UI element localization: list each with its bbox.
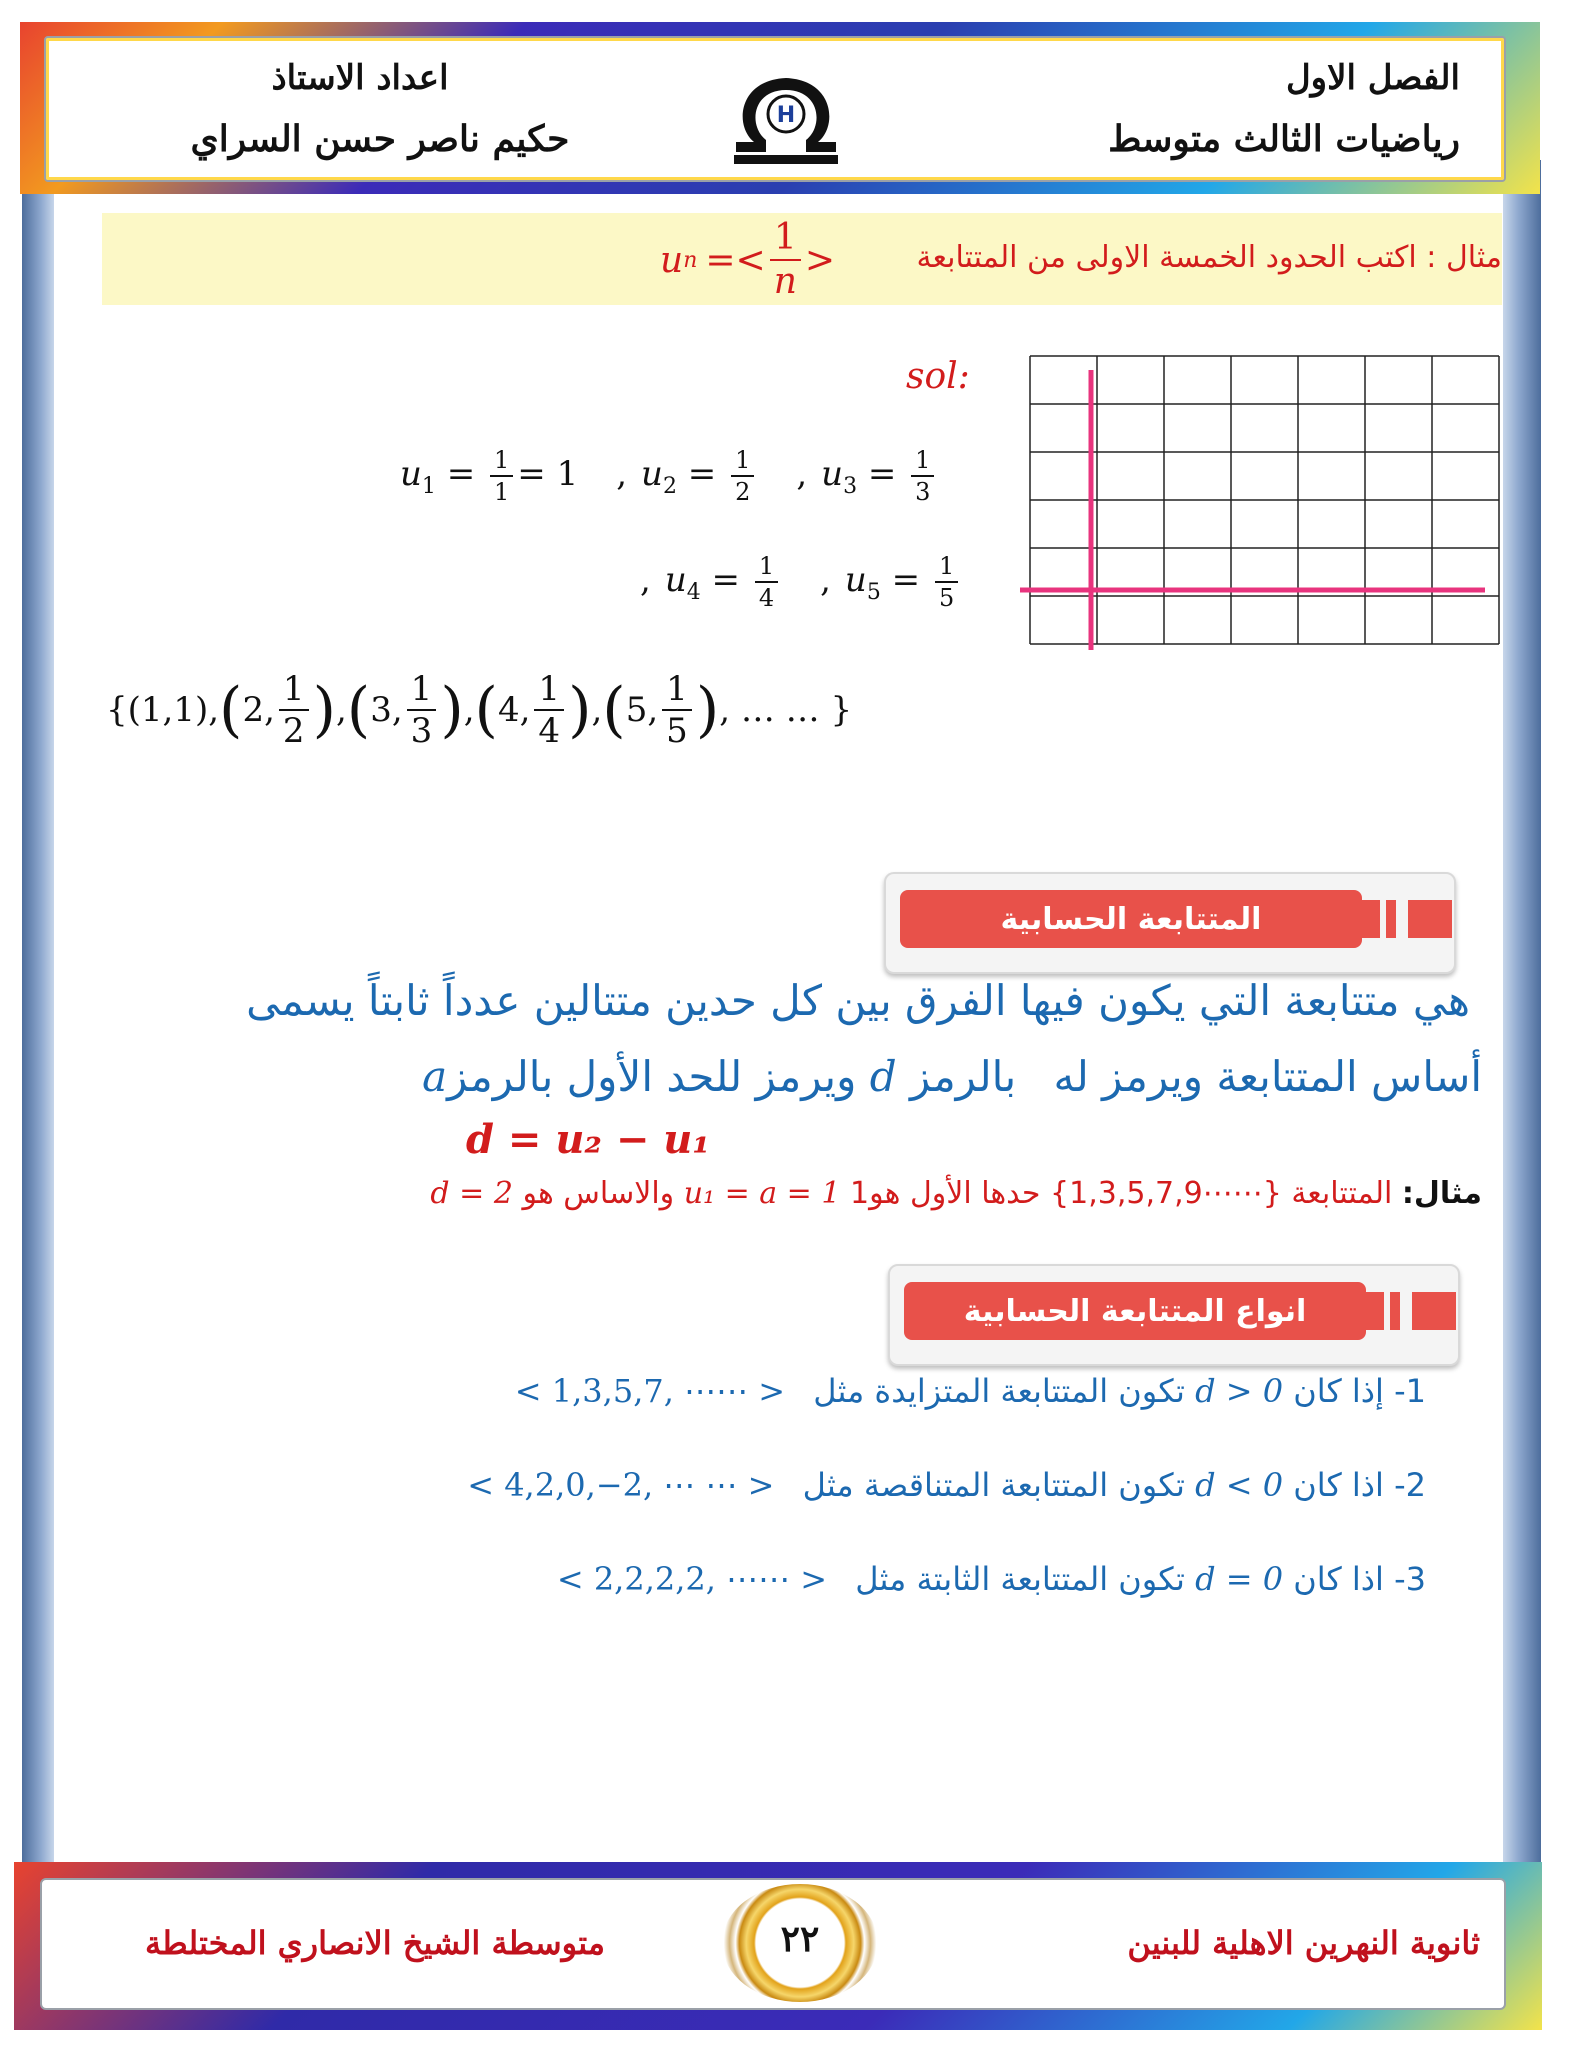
header-author: حكيم ناصر حسن السراي <box>190 118 570 160</box>
term-subscript: 4 <box>686 579 701 605</box>
pairs-close: , … … } <box>719 690 853 730</box>
type-description: تكون المتتابعة المتناقصة مثل <box>792 1466 1196 1504</box>
section-banner-types <box>888 1264 1460 1366</box>
term-fraction <box>755 554 778 610</box>
pair-fraction-numerator: 1 <box>407 672 437 711</box>
term-subscript: 1 <box>421 473 436 499</box>
type-item <box>380 1560 1426 1598</box>
paren-open: ( <box>219 675 243 745</box>
term-fraction-numerator: 1 <box>490 448 513 477</box>
term-fraction-numerator: 1 <box>911 448 934 477</box>
example-text: المتتابعة <box>1291 1176 1393 1211</box>
difference-formula: d = u₂ − u₁ <box>466 1116 710 1163</box>
left-border-strip <box>22 30 54 2020</box>
solution-row-2 <box>640 542 1020 622</box>
example-sequence: {1,3,5,7,9⋯⋯} <box>1050 1176 1282 1211</box>
term-3 <box>796 448 938 504</box>
symbol-a: a <box>422 1052 448 1101</box>
coordinate-grid <box>1020 350 1500 660</box>
example-formula <box>660 214 870 306</box>
formula-denominator: n <box>773 261 797 302</box>
ordered-pairs-set <box>106 660 866 760</box>
pair-fraction-denominator: 3 <box>410 711 433 751</box>
svg-text:H: H <box>776 103 796 128</box>
example-d: d = 2 <box>430 1176 513 1211</box>
solution-row-1 <box>400 436 1000 516</box>
term-fraction <box>911 448 934 504</box>
term-value: = 1 <box>517 454 579 494</box>
term-fraction-numerator: 1 <box>935 554 958 583</box>
type-prefix: 3- اذا كان <box>1283 1560 1426 1598</box>
banner-tab <box>1386 900 1396 938</box>
definition-symbol-text: بالرمز <box>910 1052 1017 1101</box>
term-subscript: 5 <box>866 579 881 605</box>
definition-base-text: أساس المتتابعة ويرمز له <box>1053 1052 1482 1101</box>
header-prepared-by: اعداد الاستاذ <box>271 58 449 98</box>
ordered-pair <box>219 669 347 751</box>
solution-label: sol: <box>906 356 970 397</box>
type-prefix: 2- اذا كان <box>1283 1466 1426 1504</box>
paren-open: ( <box>474 675 498 745</box>
definition-line-1: هي متتابعة التي يكون فيها الفرق بين كل حدين متتالين عدداً ثابتاً يسمى <box>246 976 1470 1025</box>
term-4 <box>640 554 782 610</box>
term-fraction-denominator: 1 <box>494 478 510 506</box>
type-example-sequence: < 1,3,5,7, ⋯⋯ > <box>514 1372 786 1410</box>
header-subject: رياضيات الثالث متوسط <box>1108 118 1460 160</box>
formula-numerator: 1 <box>770 220 801 261</box>
term-separator: , <box>616 454 628 494</box>
example-first-term-text: حدها الأول <box>909 1176 1041 1211</box>
author-logo <box>724 56 848 168</box>
pair-fraction <box>279 669 309 751</box>
type-example-sequence: < 2,2,2,2, ⋯⋯ > <box>556 1560 828 1598</box>
formula-u: u <box>660 239 684 281</box>
pair-fraction <box>662 669 692 751</box>
arithmetic-example <box>300 1176 1482 1211</box>
pair-fraction-numerator: 1 <box>279 672 309 711</box>
pair-comma: , <box>463 690 475 730</box>
paren-open: ( <box>346 675 371 745</box>
type-condition: d > 0 <box>1195 1372 1284 1410</box>
pair-comma: , <box>591 690 603 730</box>
banner-tab <box>1366 1292 1384 1330</box>
type-condition: d = 0 <box>1195 1560 1284 1598</box>
ordered-pair <box>474 669 603 751</box>
term-name: u <box>641 454 663 494</box>
section-title-types: انواع المتتابعة الحسابية <box>904 1282 1366 1340</box>
section-banner-arithmetic <box>884 872 1456 974</box>
right-border-strip <box>1503 160 1541 1880</box>
pair-x: 3, <box>370 690 403 730</box>
banner-tab <box>1390 1292 1400 1330</box>
pair-x: 5, <box>625 690 659 730</box>
formula-close: > <box>804 239 836 281</box>
term-fraction <box>731 448 754 504</box>
term-fraction <box>935 554 958 610</box>
term-name: u <box>821 454 844 494</box>
banner-tab <box>1408 900 1452 938</box>
term-fraction-numerator: 1 <box>731 448 754 477</box>
paren-close: ) <box>440 675 464 745</box>
term-equals: = <box>700 560 751 600</box>
type-example-sequence: < 4,2,0,−2, ⋯ ⋯ > <box>467 1466 775 1504</box>
symbol-d: d <box>869 1052 897 1101</box>
type-prefix: 1- إذا كان <box>1283 1372 1426 1410</box>
footer-school: ثانوية النهرين الاهلية للبنين <box>1127 1924 1480 1962</box>
term-fraction <box>490 448 513 504</box>
banner-tab <box>1362 900 1380 938</box>
ordered-pair <box>346 669 475 751</box>
example-label: مثال: <box>1401 1176 1482 1211</box>
term-equals: = <box>676 454 728 494</box>
example-label: مثال : اكتب الحدود الخمسة الاولى من المتتابعة <box>916 240 1502 275</box>
example-u1: u₁ = a = 1 <box>683 1176 841 1211</box>
definition-line-2 <box>400 1052 1482 1101</box>
type-description: تكون المتتابعة الثابتة مثل <box>845 1560 1196 1598</box>
term-fraction-denominator: 4 <box>758 584 775 612</box>
pair-fraction <box>407 669 437 751</box>
pairs-open: {(1,1), <box>106 690 220 730</box>
term-subscript: 2 <box>662 473 677 499</box>
ordered-pair <box>602 669 720 751</box>
term-5 <box>820 554 962 610</box>
pair-fraction <box>534 669 564 751</box>
paren-close: ) <box>695 675 720 745</box>
pair-x: 4, <box>497 690 531 730</box>
term-separator: , <box>820 560 831 600</box>
term-name: u <box>664 560 687 600</box>
pair-fraction-numerator: 1 <box>534 672 564 711</box>
formula-open: =< <box>705 239 766 281</box>
page-number: ٢٢ <box>780 1918 820 1960</box>
definition-first-term-text: ويرمز للحد الأول بالرمز <box>447 1052 857 1101</box>
term-name: u <box>400 454 422 494</box>
type-condition: d < 0 <box>1195 1466 1284 1504</box>
example-base-text: والاساس هو <box>522 1176 675 1211</box>
formula-fraction <box>770 217 801 302</box>
example-first-term-value: هو1 <box>849 1176 901 1211</box>
term-equals: = <box>435 454 487 494</box>
type-item <box>380 1372 1426 1410</box>
term-separator: , <box>796 454 808 494</box>
type-description: تكون المتتابعة المتزايدة مثل <box>803 1372 1196 1410</box>
term-equals: = <box>857 454 908 494</box>
paren-close: ) <box>568 675 592 745</box>
type-item <box>380 1466 1426 1504</box>
term-subscript: 3 <box>843 473 858 499</box>
footer-school-left: متوسطة الشيخ الانصاري المختلطة <box>145 1924 605 1962</box>
pair-fraction-denominator: 2 <box>282 711 305 751</box>
paren-close: ) <box>312 675 336 745</box>
term-fraction-denominator: 2 <box>735 478 751 506</box>
pair-fraction-denominator: 5 <box>666 711 688 751</box>
term-fraction-denominator: 3 <box>915 478 931 506</box>
banner-tab <box>1412 1292 1456 1330</box>
header-chapter: الفصل الاول <box>1285 58 1460 98</box>
term-separator: , <box>640 560 651 600</box>
term-equals: = <box>880 560 931 600</box>
term-fraction-denominator: 5 <box>938 584 955 612</box>
pair-fraction-numerator: 1 <box>662 672 692 711</box>
pair-comma: , <box>335 690 347 730</box>
paren-open: ( <box>602 675 626 745</box>
term-1 <box>400 448 578 504</box>
term-fraction-numerator: 1 <box>755 554 778 583</box>
section-title-arithmetic: المتتابعة الحسابية <box>900 890 1362 948</box>
term-name: u <box>844 560 867 600</box>
pair-x: 2, <box>242 690 275 730</box>
term-2 <box>616 448 758 504</box>
formula-sub: n <box>683 247 698 273</box>
pair-fraction-denominator: 4 <box>538 711 561 751</box>
